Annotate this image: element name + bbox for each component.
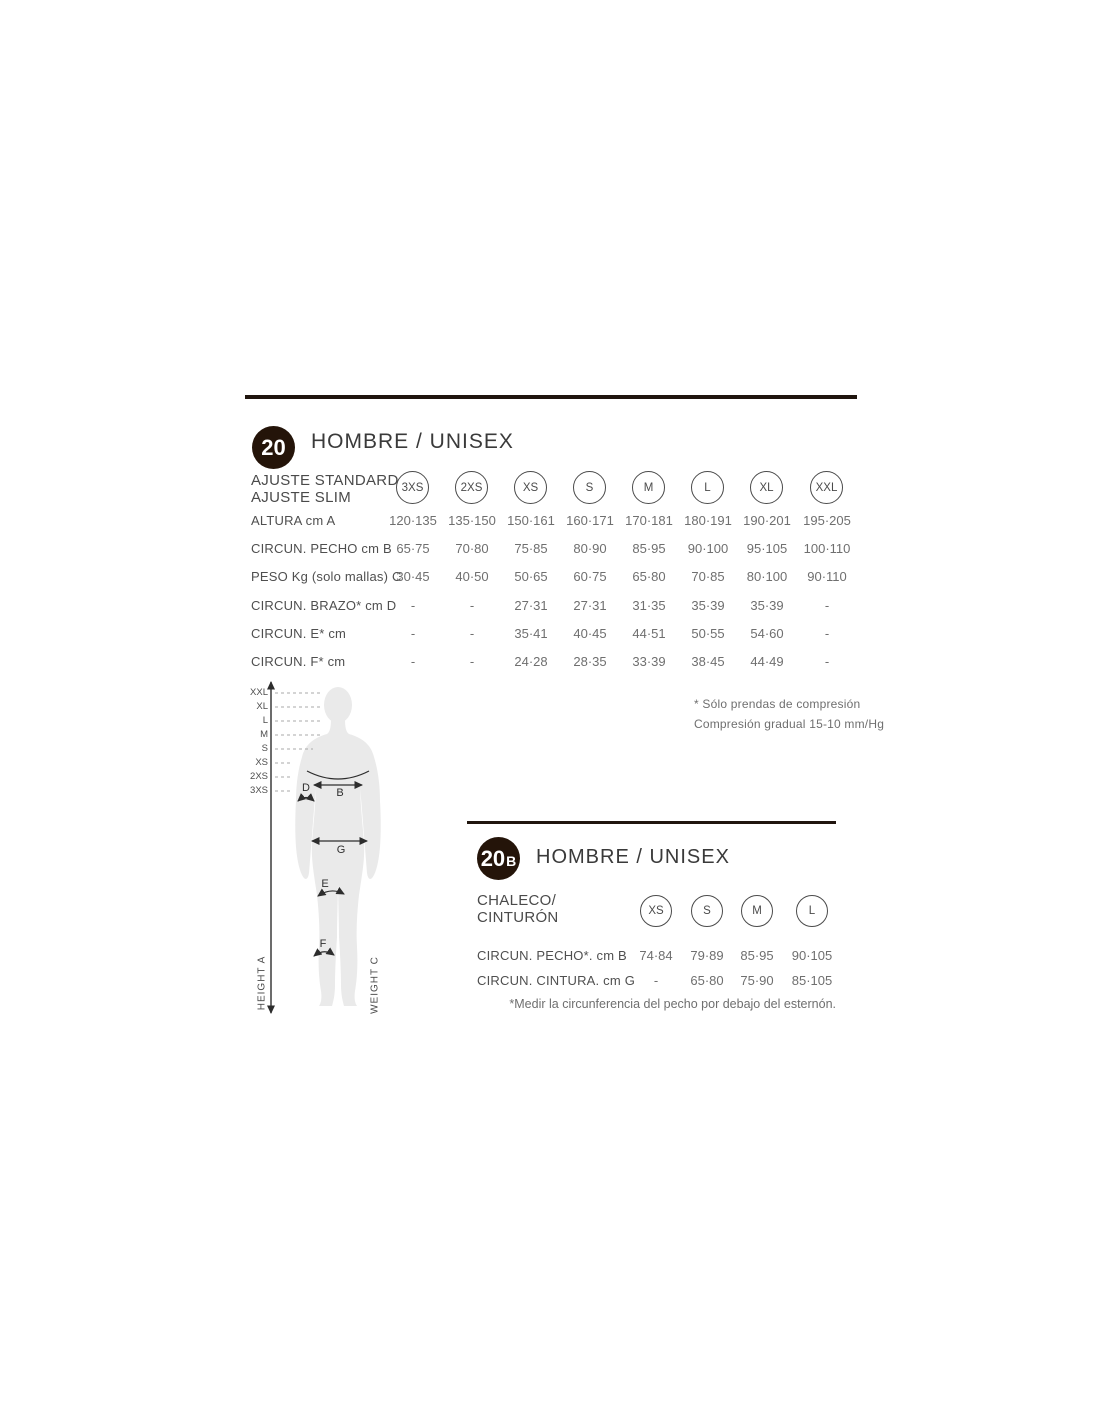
badge-number: 20 <box>261 435 286 460</box>
section2-number-badge <box>477 837 520 880</box>
cell: - <box>410 598 416 613</box>
cell: 70·80 <box>455 541 489 556</box>
cell: 75·85 <box>514 541 548 556</box>
scale-label-s: S <box>261 743 268 754</box>
cell: 85·95 <box>632 541 666 556</box>
cell: 31·35 <box>632 598 666 613</box>
cell: - <box>410 654 416 669</box>
cell: 50·55 <box>691 626 725 641</box>
cell: 75·90 <box>740 973 774 988</box>
product-cinturon-label: CINTURÓN <box>477 908 559 926</box>
measure-label-g: G <box>336 844 346 856</box>
table-row-brazo <box>0 598 1100 614</box>
weight-label: WEIGHT C <box>369 956 381 1014</box>
cell: 100·110 <box>803 541 851 556</box>
cell: 50·65 <box>514 569 548 584</box>
cell: - <box>469 626 475 641</box>
badge-suffix: B <box>506 853 517 869</box>
size-label: XS <box>648 905 664 917</box>
cell: 80·90 <box>573 541 607 556</box>
cell: 120·135 <box>389 513 437 528</box>
row-label: PESO Kg (solo mallas) C <box>251 569 402 584</box>
cell: 44·51 <box>632 626 666 641</box>
cell: 85·105 <box>791 973 833 988</box>
size-badge-xxl <box>810 471 843 504</box>
body-silhouette-diagram <box>250 675 410 1020</box>
row-label: CIRCUN. E* cm <box>251 626 347 641</box>
cell: 60·75 <box>573 569 607 584</box>
cell: 90·110 <box>807 569 847 584</box>
badge-number: 20 <box>480 846 506 871</box>
cell: - <box>410 626 416 641</box>
section1-number-badge <box>252 426 295 469</box>
cell: 180·191 <box>684 513 732 528</box>
cell: - <box>824 626 830 641</box>
measure-label-d: D <box>302 782 310 794</box>
fit-standard-label: AJUSTE STANDARD <box>251 472 399 489</box>
scale-label-xs: XS <box>255 757 268 768</box>
cell: 80·100 <box>746 569 788 584</box>
table-row-peso <box>0 569 1100 585</box>
cell: 90·105 <box>791 948 833 963</box>
cell: 190·201 <box>743 513 791 528</box>
cell: 35·41 <box>514 626 548 641</box>
compression-note: * Sólo prendas de compresión <box>694 697 861 711</box>
size-label: L <box>808 905 816 917</box>
size-label: 2XS <box>460 481 483 494</box>
cell: 70·85 <box>691 569 725 584</box>
size-badge2-m <box>741 895 773 927</box>
size-badge-m <box>632 471 665 504</box>
size-badge-2xs <box>455 471 488 504</box>
size-label: S <box>703 905 711 917</box>
cell: 35·39 <box>691 598 725 613</box>
measure-label-f: F <box>319 938 327 950</box>
cell: 160·171 <box>566 513 614 528</box>
row-label: CIRCUN. PECHO cm B <box>251 541 392 556</box>
cell: 65·80 <box>690 973 724 988</box>
row-label: CIRCUN. CINTURA. cm G <box>477 973 636 988</box>
table-row-altura <box>0 513 1100 529</box>
size-label: XS <box>522 481 539 494</box>
cell: - <box>469 598 475 613</box>
cell: 65·80 <box>632 569 666 584</box>
cell: 150·161 <box>507 513 555 528</box>
cell: 95·105 <box>746 541 788 556</box>
scale-label-xl: XL <box>256 701 268 712</box>
height-axis-label: HEIGHT A <box>256 955 268 1011</box>
body-measurement-diagram <box>250 675 410 1020</box>
scale-label-l: L <box>262 715 268 726</box>
product-chaleco-label: CHALECO/ <box>477 892 557 909</box>
size-badge-xs <box>514 471 547 504</box>
cell: - <box>469 654 475 669</box>
cell: 74·84 <box>639 948 673 963</box>
fit-type-labels <box>251 473 399 506</box>
size-label: XXL <box>815 481 838 494</box>
section1-divider <box>245 395 857 399</box>
product-labels <box>477 893 559 926</box>
scale-label-m: M <box>260 729 268 740</box>
cell: 65·75 <box>396 541 430 556</box>
cell: - <box>653 973 659 988</box>
size-badge2-l <box>796 895 828 927</box>
fit-slim-label: AJUSTE SLIM <box>251 488 351 506</box>
table-row-e <box>0 626 1100 642</box>
measure-label-b: B <box>336 787 344 799</box>
cell: 27·31 <box>514 598 548 613</box>
size-badge-s <box>573 471 606 504</box>
table2-row-cintura <box>0 973 1100 989</box>
measure-label-e: E <box>321 878 329 890</box>
size-badge-l <box>691 471 724 504</box>
size-badge2-s <box>691 895 723 927</box>
cell: - <box>824 598 830 613</box>
cell: 135·150 <box>448 513 496 528</box>
cell: 28·35 <box>573 654 607 669</box>
size-label: M <box>643 481 654 494</box>
scale-label-3xs: 3XS <box>250 785 268 796</box>
cell: 170·181 <box>625 513 673 528</box>
row-label: CIRCUN. PECHO*. cm B <box>477 948 627 963</box>
cell: 54·60 <box>750 626 784 641</box>
cell: 40·50 <box>455 569 489 584</box>
size-label: M <box>752 905 762 917</box>
cell: - <box>824 654 830 669</box>
cell: 85·95 <box>740 948 774 963</box>
measurement-footnote: *Medir la circunferencia del pecho por debajo del esternón. <box>509 997 836 1011</box>
cell: 27·31 <box>573 598 607 613</box>
cell: 44·49 <box>750 654 784 669</box>
table-row-pecho <box>0 541 1100 557</box>
section2-title: HOMBRE / UNISEX <box>536 846 730 868</box>
scale-label-2xs: 2XS <box>250 771 268 782</box>
cell: 33·39 <box>632 654 666 669</box>
size-label: XL <box>759 481 774 494</box>
cell: 90·100 <box>687 541 729 556</box>
section1-title: HOMBRE / UNISEX <box>311 430 514 453</box>
cell: 38·45 <box>691 654 725 669</box>
size-label: S <box>585 481 594 494</box>
row-label: ALTURA cm A <box>251 513 336 528</box>
compression-gradient-note: Compresión gradual 15-10 mm/Hg <box>694 717 885 731</box>
size-label: 3XS <box>401 481 424 494</box>
cell: 40·45 <box>573 626 607 641</box>
cell: 35·39 <box>750 598 784 613</box>
cell: 195·205 <box>803 513 851 528</box>
row-label: CIRCUN. F* cm <box>251 654 346 669</box>
size-badge-xl <box>750 471 783 504</box>
row-label: CIRCUN. BRAZO* cm D <box>251 598 397 613</box>
table-row-f <box>0 654 1100 670</box>
size-badge-3xs <box>396 471 429 504</box>
size-label: L <box>704 481 711 494</box>
cell: 24·28 <box>514 654 548 669</box>
scale-label-xxl: XXL <box>250 687 268 698</box>
table2-row-pecho <box>0 948 1100 964</box>
cell: 79·89 <box>690 948 724 963</box>
size-badge2-xs <box>640 895 672 927</box>
section2-divider <box>467 821 836 824</box>
cell: 30·45 <box>396 569 430 584</box>
